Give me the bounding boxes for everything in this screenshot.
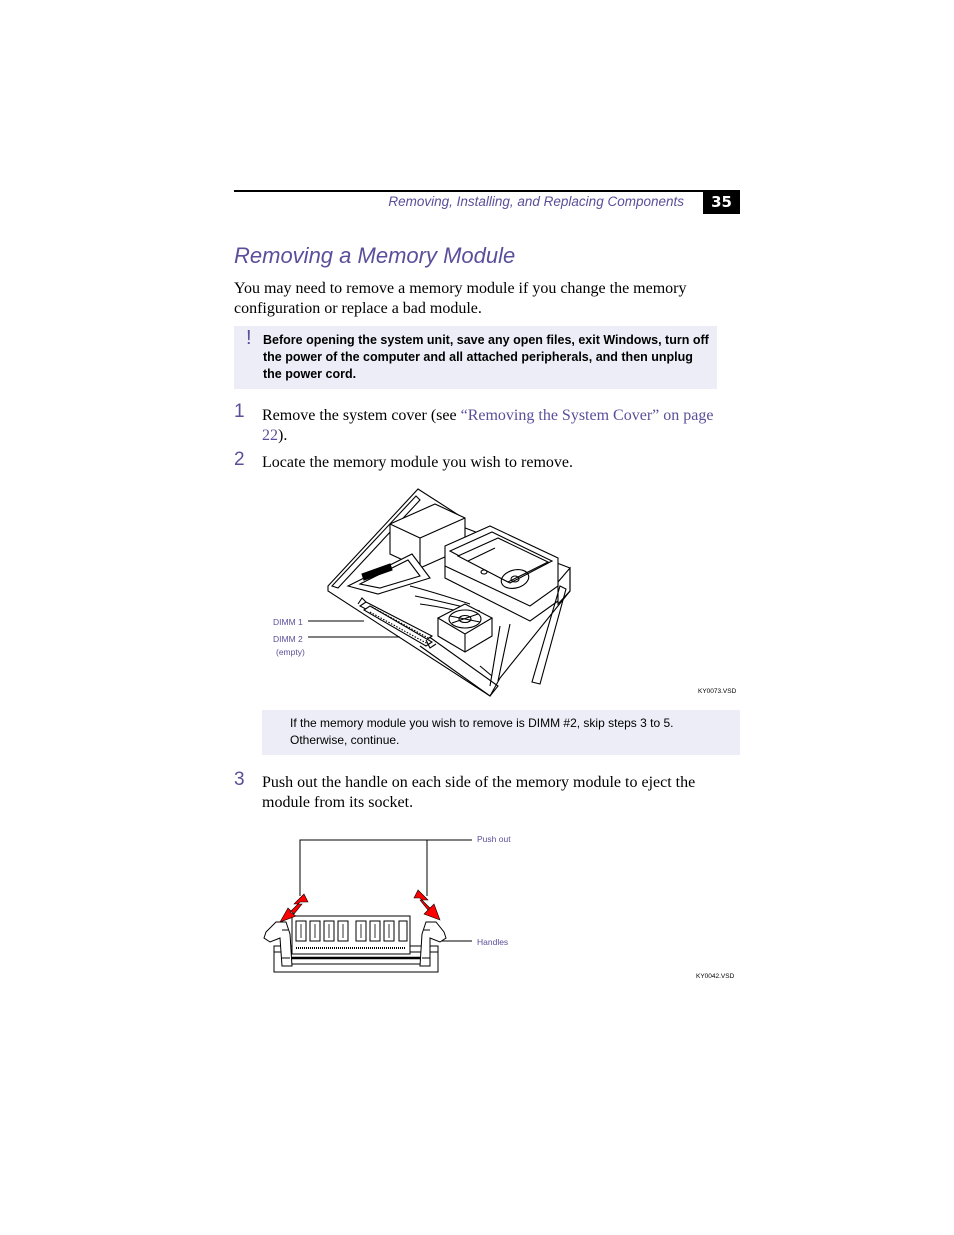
dimm2-label: DIMM 2 (273, 634, 303, 644)
handles-label: Handles (477, 937, 509, 947)
chassis-illustration (320, 486, 580, 701)
step-text (262, 406, 732, 445)
caution-text: Before opening the system unit, save any open files, exit Windows, turn off the power of the computer and all attached peripherals, and then unplug the power cord. (263, 333, 709, 381)
figure-code: KY0042.VSD (696, 973, 735, 980)
step-number: 2 (234, 449, 245, 470)
cross-reference-link[interactable]: “Removing the System Cover” on page 22 (262, 407, 714, 444)
dimm1-label: DIMM 1 (273, 617, 303, 627)
intro-paragraph: You may need to remove a memory module if you change the memory configuration or replace a bad module. (234, 280, 687, 317)
running-head: Removing, Installing, and Replacing Components (388, 194, 684, 209)
step-number: 3 (234, 769, 245, 790)
step-text-part: ). (278, 426, 288, 444)
caution-icon: ! (246, 327, 252, 349)
dimm2-sublabel: (empty) (276, 647, 305, 657)
note-text: If the memory module you wish to remove is DIMM #2, skip steps 3 to 5. Otherwise, continue. (290, 716, 674, 747)
step-number: 1 (234, 401, 245, 422)
step-text: Locate the memory module you wish to remove. (262, 454, 574, 471)
figure-code: KY0073.VSD (698, 688, 737, 695)
page-number: 35 (703, 191, 740, 214)
section-title: Removing a Memory Module (234, 243, 516, 268)
push-out-label: Push out (477, 834, 511, 844)
step-text: Push out the handle on each side of the memory module to eject the module from its socket. (262, 774, 696, 811)
step-text-part: Remove the system cover (see (262, 407, 461, 424)
memory-module-illustration (260, 830, 480, 980)
header-rule (234, 190, 740, 192)
